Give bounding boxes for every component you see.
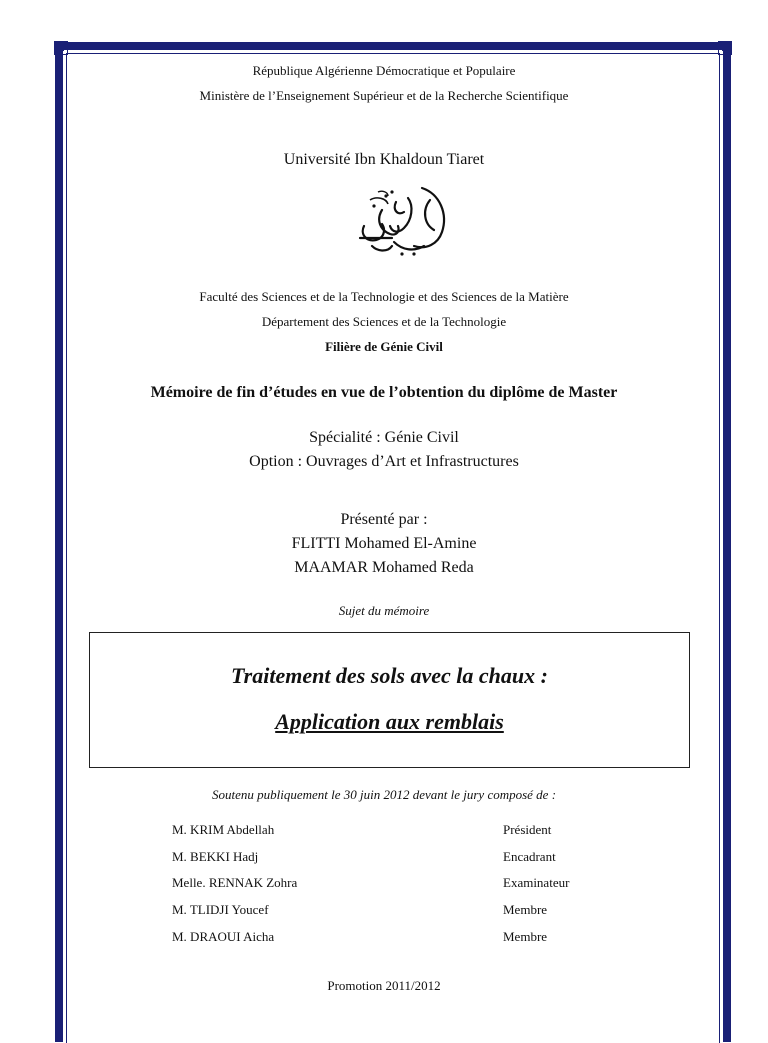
university-arabic-calligraphy-logo-icon xyxy=(352,180,452,258)
thesis-title-box xyxy=(89,632,690,768)
jury-name: M. TLIDJI Youcef xyxy=(172,902,269,917)
subject-label: Sujet du mémoire xyxy=(338,603,430,618)
option-line xyxy=(0,453,768,471)
author-1: FLITTI Mohamed El-Amine xyxy=(291,535,477,552)
jury-role: Membre xyxy=(503,902,548,917)
republic-line: République Algérienne Démocratique et Populaire xyxy=(252,63,516,78)
jury-role: Membre xyxy=(503,929,548,944)
jury-name: M. BEKKI Hadj xyxy=(172,849,259,864)
thesis-title-line-2: Application aux remblais xyxy=(275,709,504,734)
department-line: Département des Sciences et de la Technologie xyxy=(261,314,507,329)
faculty-line: Faculté des Sciences et de la Technologie et des Sciences de la Matière xyxy=(199,289,569,304)
presented-by-label: Présenté par : xyxy=(340,511,428,528)
jury-name: M. KRIM Abdellah xyxy=(172,822,275,837)
university-name: Université Ibn Khaldoun Tiaret xyxy=(283,151,485,168)
frame-corner-top-right-inner xyxy=(722,45,728,51)
jury-role: Président xyxy=(503,822,552,837)
ministry-line: Ministère de l’Enseignement Supérieur et de la Recherche Scientifique xyxy=(199,88,569,103)
option-label: Option : xyxy=(249,453,307,470)
jury-name: M. DRAOUI Aicha xyxy=(172,929,275,944)
defense-statement: Soutenu publiquement le 30 juin 2012 devant le jury composé de : xyxy=(211,787,557,802)
branch-line: Filière de Génie Civil xyxy=(325,339,443,354)
specialty-line: Spécialité : Génie Civil xyxy=(309,429,459,446)
jury-role: Encadrant xyxy=(503,849,556,864)
option-value: Ouvrages d’Art et Infrastructures xyxy=(306,453,519,470)
author-2: MAAMAR Mohamed Reda xyxy=(294,559,474,576)
frame-corner-top-left-inner xyxy=(58,45,64,51)
promotion-line: Promotion 2011/2012 xyxy=(327,978,441,993)
university-logo xyxy=(352,180,452,258)
thesis-title-line-1: Traitement des sols avec la chaux : xyxy=(231,663,548,688)
jury-role: Examinateur xyxy=(503,875,570,890)
jury-name: Melle. RENNAK Zohra xyxy=(172,875,298,890)
memoire-heading: Mémoire de fin d’études en vue de l’obtention du diplôme de Master xyxy=(150,384,618,401)
